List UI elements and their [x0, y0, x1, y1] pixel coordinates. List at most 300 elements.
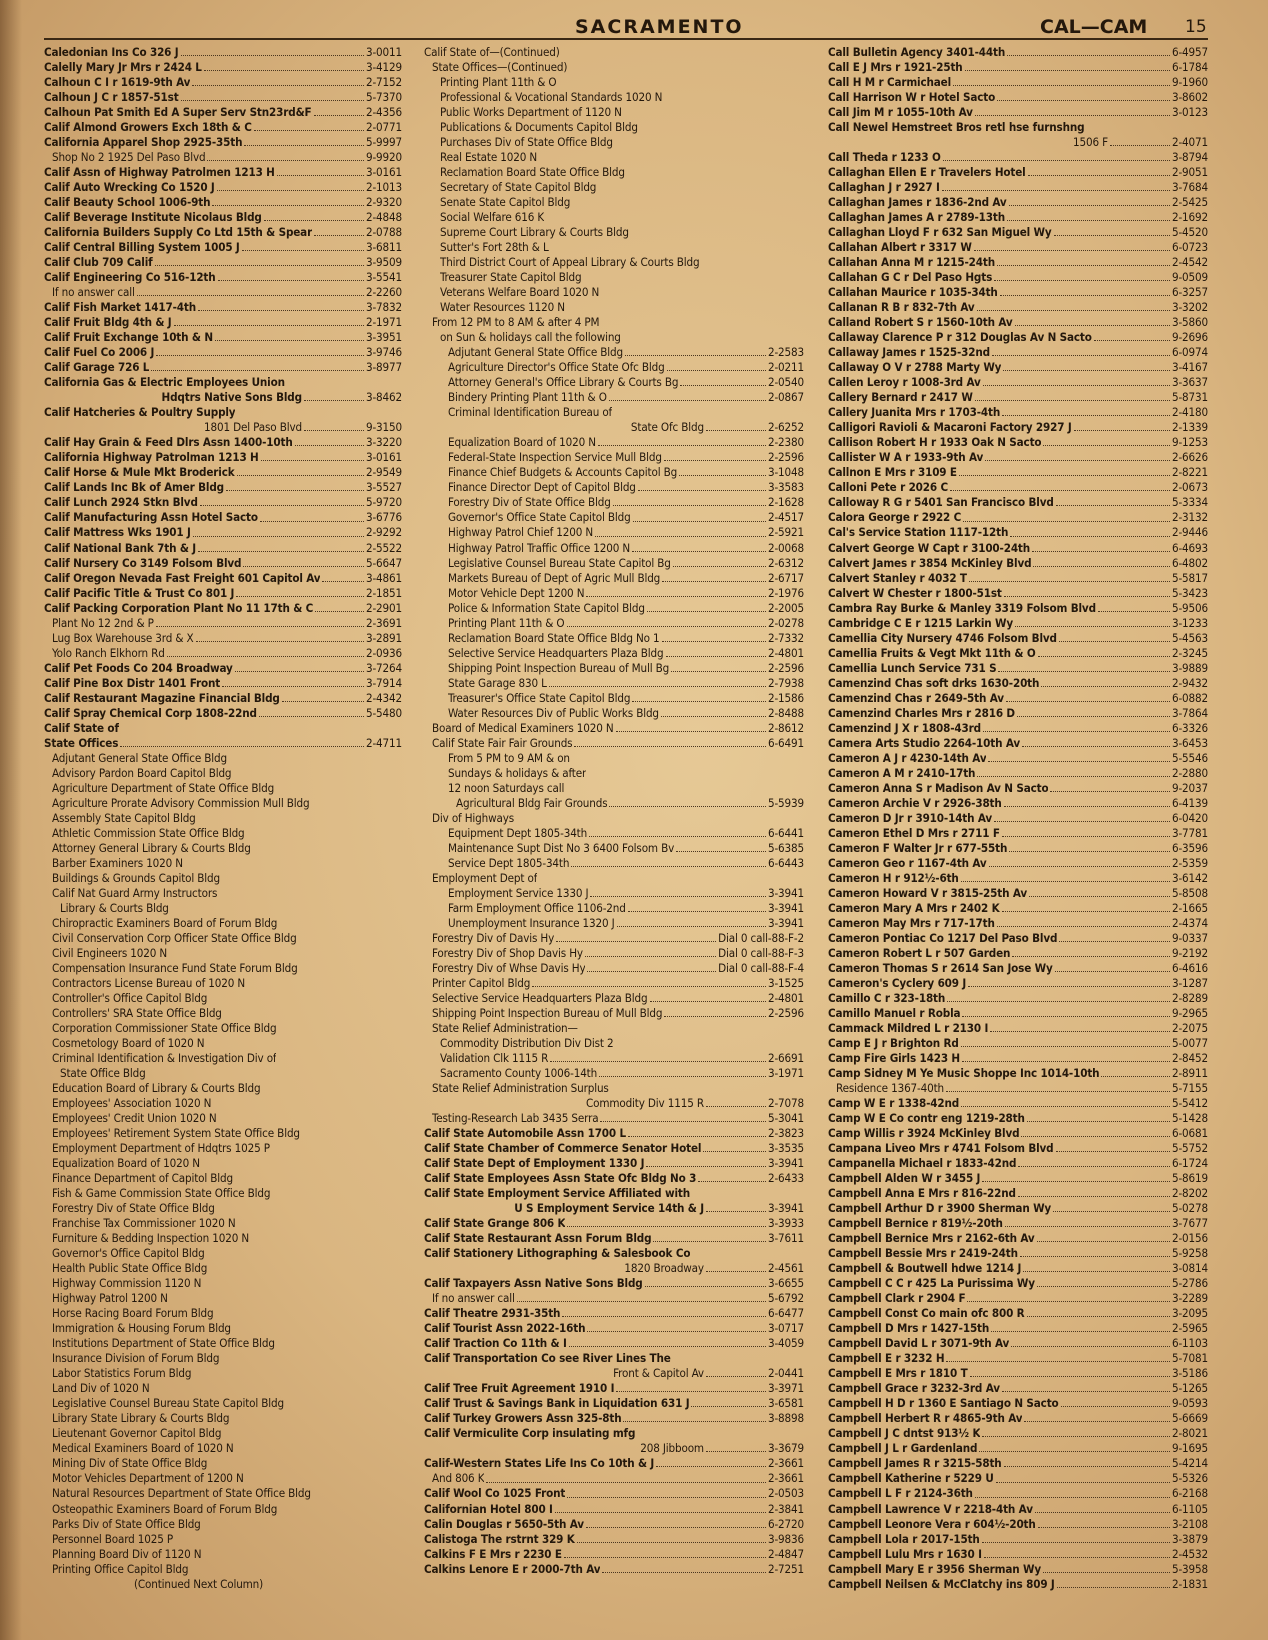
dot-leader: [609, 806, 765, 807]
dot-leader: [567, 626, 766, 627]
dot-leader: [1028, 175, 1170, 176]
phone-number: 3-1287: [1171, 975, 1208, 990]
listing-entry: [424, 210, 804, 225]
listing-name: Calif State Employment Service Affiliated with: [424, 1186, 690, 1201]
dot-leader: [314, 115, 364, 116]
phone-number: 3-9509: [365, 255, 402, 270]
phone-number: 5-5412: [1171, 1096, 1208, 1111]
listing-entry: [828, 961, 1208, 976]
phone-number: 5-8731: [1171, 390, 1208, 405]
phone-number: 2-2380: [767, 435, 804, 450]
phone-number: 2-5965: [1171, 1321, 1208, 1336]
dot-leader: [282, 701, 364, 702]
listing-name: Board of Medical Examiners 1020 N: [432, 720, 614, 735]
listing-entry: [828, 616, 1208, 631]
dot-leader: [120, 746, 364, 747]
listing-name: 1506 F: [1073, 135, 1108, 150]
phone-number: 2-4801: [767, 645, 804, 660]
listing-name: Institutions Department of State Office Bldg: [52, 1336, 275, 1351]
dot-leader: [943, 160, 1170, 161]
listing-name: Bindery Printing Plant 11th & O: [448, 390, 607, 405]
dot-leader: [638, 490, 766, 491]
listing-name: Campbell Lawrence V r 2218-4th Av: [828, 1501, 1033, 1516]
dot-leader: [243, 566, 364, 567]
listing-entry: [44, 646, 402, 661]
listing-name: Front & Capitol Av: [613, 1366, 704, 1381]
dot-leader: [616, 1391, 766, 1392]
listing-name: Commodity Div 1115 R: [585, 1096, 704, 1111]
listing-entry: [424, 706, 804, 721]
phone-number: 2-6252: [767, 420, 804, 435]
listing-entry: [44, 721, 402, 736]
dot-leader: [1002, 415, 1170, 416]
phone-number: 2-4180: [1171, 405, 1208, 420]
listing-name: Calif Transportation Co see River Lines The: [424, 1351, 671, 1366]
phone-number: 2-8488: [767, 705, 804, 720]
listing-entry: [44, 1171, 402, 1186]
phone-number: 5-9258: [1171, 1246, 1208, 1261]
listing-name: Highway Commission 1120 N: [52, 1276, 202, 1291]
phone-number: 2-4342: [365, 690, 402, 705]
listing-name: Calif Tourist Assn 2022-16th: [424, 1321, 586, 1336]
listing-entry: [424, 601, 804, 616]
listing-name: Motor Vehicle Dept 1200 N: [448, 585, 585, 600]
listing-entry: [44, 1577, 402, 1592]
listing-entry: [424, 1502, 804, 1517]
listing-name: Third District Court of Appeal Library & Courts Bldg: [440, 255, 700, 270]
listing-name: Camellia Fruits & Vegt Mkt 11th & O: [828, 645, 1036, 660]
phone-number: 3-2891: [365, 630, 402, 645]
dot-leader: [625, 355, 766, 356]
phone-number: 3-0161: [365, 450, 402, 465]
listing-name: Controller's Office Capitol Bldg: [52, 990, 208, 1005]
listing-entry: [424, 345, 804, 360]
dot-leader: [706, 430, 766, 431]
listing-name: Campbell Mary E r 3956 Sherman Wy: [828, 1561, 1042, 1576]
listing-entry: [828, 931, 1208, 946]
listing-entry: [828, 210, 1208, 225]
listing-name: Calif Pine Box Distr 1401 Front: [44, 675, 221, 690]
phone-number: 6-0420: [1171, 810, 1208, 825]
phone-number: 2-0867: [767, 390, 804, 405]
listing-name: Call E J Mrs r 1921-25th: [828, 60, 963, 74]
listing-entry: [424, 390, 804, 405]
listing-name: Calvert W Chester r 1800-51st: [828, 585, 1002, 600]
listing-entry: [828, 1396, 1208, 1411]
listing-entry: [828, 781, 1208, 796]
phone-number: 6-1724: [1171, 1156, 1208, 1171]
dot-leader: [1012, 956, 1170, 957]
listing-name: Campbell Bernice r 819½-20th: [828, 1216, 1003, 1231]
listing-entry: [828, 1426, 1208, 1441]
phone-number: 3-3941: [767, 915, 804, 930]
listing-name: Medical Examiners Board of 1020 N: [52, 1441, 234, 1456]
dot-leader: [137, 295, 364, 296]
phone-number: 5-1428: [1171, 1111, 1208, 1126]
listing-entry: [424, 1381, 804, 1396]
listing-entry: [44, 991, 402, 1006]
listing-name: Horse Racing Board Forum Bldg: [52, 1306, 214, 1321]
phone-number: 6-3326: [1171, 720, 1208, 735]
listing-name: Campbell Const Co main ofc 800 R: [828, 1306, 1025, 1321]
listing-column-3: [828, 45, 1208, 1592]
phone-number: 3-2289: [1171, 1291, 1208, 1306]
listing-name: Commodity Distribution Div Dist 2: [440, 1036, 614, 1051]
phone-number: 2-1851: [365, 585, 402, 600]
listing-name: Treasurer's Office State Capitol Bldg: [448, 690, 631, 705]
dot-leader: [990, 1031, 1170, 1032]
listing-name: Fish & Game Commission State Office Bldg: [52, 1186, 271, 1201]
listing-name: Camenzind Chas soft drks 1630-20th: [828, 675, 1040, 690]
listing-entry: [44, 1441, 402, 1456]
dot-leader: [647, 611, 766, 612]
listing-name: Calif Auto Wrecking Co 1520 J: [44, 180, 215, 195]
phone-number: 6-3596: [1171, 840, 1208, 855]
listing-entry: [44, 270, 402, 285]
phone-number: 5-3041: [767, 1111, 804, 1126]
phone-number: 6-6443: [767, 855, 804, 870]
listing-entry: [424, 1261, 804, 1276]
listing-name: Printing Plant 11th & O: [448, 615, 565, 630]
listing-entry: [44, 1502, 402, 1517]
listing-entry: [44, 1532, 402, 1547]
listing-entry: [44, 1021, 402, 1036]
dot-leader: [982, 1181, 1170, 1182]
phone-number: 6-3257: [1171, 285, 1208, 300]
listing-entry: [44, 586, 402, 601]
dot-leader: [1006, 701, 1170, 702]
listing-entry: [828, 1456, 1208, 1471]
dot-leader: [706, 1271, 766, 1272]
dot-leader: [613, 505, 766, 506]
listing-name: Printer Capitol Bldg: [432, 975, 531, 990]
listing-entry: [828, 736, 1208, 751]
phone-number: 2-3691: [365, 615, 402, 630]
phone-number: 3-4861: [365, 570, 402, 585]
listing-name: Civil Engineers 1020 N: [52, 945, 168, 960]
listing-entry: [424, 541, 804, 556]
listing-name: Calif Wool Co 1025 Front: [424, 1486, 566, 1501]
phone-number: 3-7832: [365, 300, 402, 315]
listing-entry: [828, 796, 1208, 811]
listing-name: Legislative Counsel Bureau State Capitol Bldg: [52, 1396, 284, 1411]
listing-name: Californian Hotel 800 I: [424, 1501, 553, 1516]
listing-entry: [828, 465, 1208, 480]
dot-leader: [1061, 1406, 1170, 1407]
dot-leader: [1043, 445, 1170, 446]
listing-name: Call Harrison W r Hotel Sacto: [828, 90, 996, 105]
listing-entry: [424, 1006, 804, 1021]
listing-name: Calif Garage 726 L: [44, 360, 150, 375]
dot-leader: [486, 1482, 766, 1483]
listing-name: Campbell E Mrs r 1810 T: [828, 1366, 968, 1381]
listing-name: State Offices—(Continued): [432, 60, 568, 74]
listing-entry: [424, 315, 804, 330]
listing-name: Cameron Geo r 1167-4th Av: [828, 855, 987, 870]
dot-leader: [260, 521, 364, 522]
listing-name: State Offices: [44, 735, 119, 750]
phone-number: 2-4542: [1171, 255, 1208, 270]
dot-leader: [969, 581, 1170, 582]
phone-number: 2-8202: [1171, 1186, 1208, 1201]
dot-leader: [587, 971, 716, 972]
listing-entry: [44, 1396, 402, 1411]
listing-name: Calif Oregon Nevada Fast Freight 601 Capitol Av: [44, 570, 321, 585]
dot-leader: [192, 85, 364, 86]
listing-entry: [828, 556, 1208, 571]
dot-leader: [994, 821, 1170, 822]
listing-entry: [828, 1021, 1208, 1036]
phone-number: 2-0441: [767, 1366, 804, 1381]
listing-entry: [828, 1517, 1208, 1532]
dot-leader: [661, 716, 766, 717]
phone-number: 2-8289: [1171, 990, 1208, 1005]
phone-number: 9-1253: [1171, 435, 1208, 450]
listing-name: Calif Beverage Institute Nicolaus Bldg: [44, 210, 262, 225]
dot-leader: [1020, 1256, 1170, 1257]
dot-leader: [196, 641, 364, 642]
listing-name: Employees' Retirement System State Office Bldg: [52, 1126, 300, 1141]
phone-number: 5-8508: [1171, 885, 1208, 900]
phone-number: 2-4801: [767, 990, 804, 1005]
phone-number: 2-9051: [1171, 165, 1208, 180]
phone-number: 2-3245: [1171, 645, 1208, 660]
listing-name: Cameron Mary A Mrs r 2402 K: [828, 900, 1000, 915]
phone-number: 2-6717: [767, 570, 804, 585]
listing-name: Chiropractic Examiners Board of Forum Bldg: [52, 915, 278, 930]
listing-name: Treasurer State Capitol Bldg: [440, 270, 582, 285]
listing-entry: [44, 1261, 402, 1276]
listing-entry: [424, 120, 804, 135]
listing-name: Forestry Div of Whse Davis Hy: [432, 960, 586, 975]
listing-name: Cameron May Mrs r 717-17th: [828, 915, 995, 930]
dot-leader: [1074, 430, 1170, 431]
phone-number: Dial 0 call-88-F-3: [718, 945, 804, 960]
listing-entry: [44, 510, 402, 525]
listing-entry: [828, 225, 1208, 240]
phone-number: 2-2583: [767, 345, 804, 360]
listing-name: Campbell J C dntst 913½ K: [828, 1426, 981, 1441]
listing-entry: [44, 360, 402, 375]
phone-number: 2-9549: [365, 465, 402, 480]
city-title: SACRAMENTO: [575, 16, 744, 38]
phone-number: 3-3535: [767, 1141, 804, 1156]
listing-name: Calloway R G r 5401 San Francisco Blvd: [828, 495, 1054, 510]
listing-entry: [424, 225, 804, 240]
dot-leader: [1005, 1226, 1170, 1227]
listing-name: Calif State Dept of Employment 1330 J: [424, 1156, 645, 1171]
listing-entry: [44, 210, 402, 225]
listing-entry: [44, 225, 402, 240]
listing-entry: [828, 345, 1208, 360]
dot-leader: [953, 85, 1170, 86]
listing-entry: [828, 676, 1208, 691]
listing-entry: [424, 1441, 804, 1456]
dot-leader: [204, 70, 364, 71]
listing-entry: [828, 601, 1208, 616]
listing-entry: [424, 1246, 804, 1261]
listing-entry: [424, 586, 804, 601]
listing-name: Insurance Division of Forum Bldg: [52, 1351, 220, 1366]
listing-entry: [44, 691, 402, 706]
listing-name: Call Bulletin Agency 3401-44th: [828, 45, 1006, 59]
listing-entry: [424, 270, 804, 285]
dot-leader: [226, 490, 364, 491]
phone-number: 5-0278: [1171, 1201, 1208, 1216]
listing-name: Forestry Div of State Office Bldg: [448, 495, 611, 510]
listing-name: Printing Plant 11th & O: [440, 75, 557, 90]
listing-name: Camp Sidney M Ye Music Shoppe Inc 1014-10th: [828, 1066, 1100, 1081]
listing-name: Governor's Office Capitol Bldg: [52, 1246, 205, 1261]
phone-number: 3-0717: [767, 1321, 804, 1336]
dot-leader: [653, 1241, 766, 1242]
dot-leader: [671, 671, 766, 672]
dot-leader: [947, 1001, 1170, 1002]
listing-name: Equalization Board of 1020 N: [448, 435, 596, 450]
dot-leader: [974, 250, 1170, 251]
phone-number: 5-5326: [1171, 1471, 1208, 1486]
listing-name: Controllers' SRA State Office Bldg: [52, 1006, 222, 1020]
listing-entry: [44, 105, 402, 120]
phone-number: 2-1692: [1171, 210, 1208, 225]
listing-entry: [424, 1066, 804, 1081]
dot-leader: [562, 1316, 766, 1317]
listing-entry: [44, 916, 402, 931]
listing-name: Callahan Albert r 3317 W: [828, 240, 972, 255]
phone-number: 2-0278: [767, 615, 804, 630]
listing-name: Immigration & Housing Forum Bldg: [52, 1321, 231, 1336]
phone-number: 9-1695: [1171, 1441, 1208, 1456]
listing-entry: [44, 841, 402, 856]
listing-entry: [828, 1096, 1208, 1111]
phone-number: 2-4847: [767, 1546, 804, 1561]
phone-number: 3-0123: [1171, 105, 1208, 120]
listing-name: Calif State Employees Assn State Ofc Bldg No 3: [424, 1171, 697, 1186]
listing-name: Calif Turkey Growers Assn 325-8th: [424, 1411, 622, 1426]
dot-leader: [1033, 566, 1170, 567]
dot-leader: [1003, 370, 1170, 371]
listing-name: Calif Nursery Co 3149 Folsom Blvd: [44, 555, 242, 570]
phone-number: 2-1976: [767, 585, 804, 600]
phone-number: 2-9320: [365, 195, 402, 210]
listing-entry: [828, 1246, 1208, 1261]
listing-name: Calif Mattress Wks 1901 J: [44, 525, 191, 540]
listing-entry: [828, 1351, 1208, 1366]
dot-leader: [1094, 340, 1170, 341]
dot-leader: [200, 505, 364, 506]
listing-entry: [828, 1562, 1208, 1577]
phone-number: 2-1013: [365, 180, 402, 195]
listing-entry: [828, 751, 1208, 766]
listing-entry: [44, 856, 402, 871]
listing-entry: [44, 1096, 402, 1111]
listing-entry: [44, 345, 402, 360]
listing-entry: [828, 1051, 1208, 1066]
phone-number: 6-4957: [1171, 45, 1208, 59]
phone-number: 2-7332: [767, 630, 804, 645]
listing-entry: [828, 1171, 1208, 1186]
listing-name: If no answer call: [432, 1291, 515, 1306]
listing-entry: [424, 1216, 804, 1231]
dot-leader: [595, 536, 766, 537]
dot-leader: [1038, 1527, 1170, 1528]
dot-leader: [664, 1016, 766, 1017]
listing-entry: [828, 1066, 1208, 1081]
listing-entry: [828, 721, 1208, 736]
listing-name: Employment Department of Hdqtrs 1025 P: [52, 1141, 270, 1156]
listing-name: Call Theda r 1233 O: [828, 150, 941, 165]
listing-name: Calif Central Billing System 1005 J: [44, 240, 240, 255]
dot-leader: [975, 115, 1170, 116]
listing-entry: [424, 616, 804, 631]
phone-number: 2-4356: [365, 105, 402, 120]
dot-leader: [237, 475, 364, 476]
phone-number: 2-3661: [767, 1471, 804, 1486]
listing-entry: [44, 601, 402, 616]
listing-entry: [828, 150, 1208, 165]
listing-name: Camellia Lunch Service 731 S: [828, 660, 997, 675]
listing-entry: [44, 1036, 402, 1051]
listing-name: Public Works Department of 1120 N: [440, 105, 622, 120]
listing-name: 12 noon Saturdays call: [448, 780, 565, 795]
listing-name: Campbell D Mrs r 1427-15th: [828, 1321, 990, 1336]
phone-number: 3-7864: [1171, 705, 1208, 720]
listing-name: Veterans Welfare Board 1020 N: [440, 285, 600, 300]
dot-leader: [961, 881, 1170, 882]
listing-name: Professional & Vocational Standards 1020 N: [440, 90, 663, 105]
listing-entry: [44, 1291, 402, 1306]
dot-leader: [577, 1542, 766, 1543]
dot-leader: [585, 956, 716, 957]
phone-number: 6-1103: [1171, 1336, 1208, 1351]
phone-number: 9-2037: [1171, 780, 1208, 795]
listing-entry: [44, 1336, 402, 1351]
listing-name: Callahan Maurice r 1035-34th: [828, 285, 998, 300]
phone-number: 3-4059: [767, 1336, 804, 1351]
listing-entry: [424, 1517, 804, 1532]
listing-name: Publications & Documents Capitol Bldg: [440, 120, 638, 135]
dot-leader: [656, 1466, 766, 1467]
phone-number: 5-9720: [365, 495, 402, 510]
phone-number: 2-5425: [1171, 195, 1208, 210]
listing-name: Validation Clk 1115 R: [440, 1051, 549, 1066]
listing-name: Cameron F Walter Jr r 677-55th: [828, 840, 1008, 855]
listing-entry: [424, 480, 804, 495]
listing-entry: [424, 1351, 804, 1366]
dot-leader: [181, 55, 364, 56]
listing-entry: [828, 435, 1208, 450]
listing-name: Calkins Lenore E r 2000-7th Av: [424, 1561, 601, 1576]
listing-entry: [424, 1051, 804, 1066]
listing-entry: [828, 285, 1208, 300]
listing-name: Calif Tree Fruit Agreement 1910 I: [424, 1381, 615, 1396]
phone-number: 2-8911: [1171, 1066, 1208, 1081]
listing-name: Franchise Tax Commissioner 1020 N: [52, 1216, 236, 1231]
phone-number: 2-0673: [1171, 480, 1208, 495]
listing-name: Selective Service Headquarters Plaza Bldg: [432, 990, 648, 1005]
listing-name: Callnon E Mrs r 3109 E: [828, 465, 957, 480]
listing-name: Camenzind Chas r 2649-5th Av: [828, 690, 1004, 705]
dot-leader: [1056, 1151, 1170, 1152]
dot-leader: [236, 596, 364, 597]
listing-entry: [828, 120, 1208, 135]
dot-leader: [650, 1001, 766, 1002]
phone-number: 5-6647: [365, 555, 402, 570]
listing-entry: [424, 1036, 804, 1051]
listing-name: Governor's Office State Capitol Bldg: [448, 510, 631, 525]
listing-name: Calif Pacific Title & Trust Co 801 J: [44, 585, 235, 600]
phone-number: 6-4802: [1171, 555, 1208, 570]
